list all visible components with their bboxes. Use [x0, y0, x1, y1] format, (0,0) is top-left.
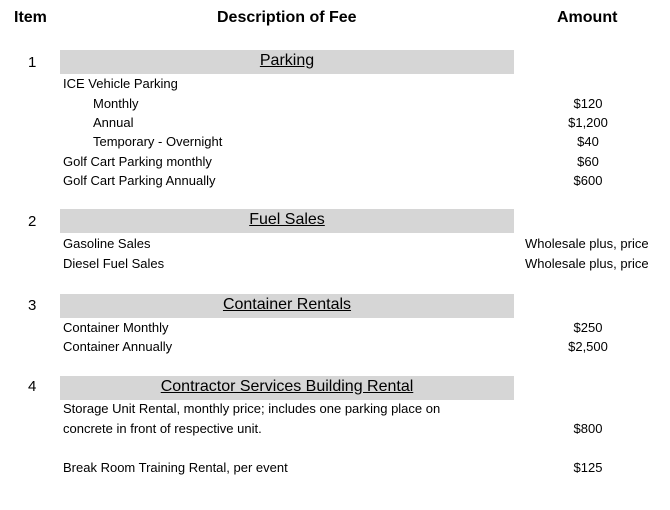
- fee-row-amount: $60: [577, 154, 599, 169]
- fee-row-label: Container Annually: [63, 339, 173, 354]
- header-description: Description of Fee: [217, 9, 357, 26]
- fee-row-amount: $125: [573, 460, 603, 475]
- fee-row-amount: $800: [573, 421, 603, 436]
- fee-row-label: Annual: [93, 115, 134, 130]
- fee-row-label: Storage Unit Rental, monthly price; includes one parking place on: [63, 401, 441, 416]
- section-1-band: [60, 50, 514, 74]
- section-1-title: Parking: [259, 52, 315, 69]
- section-3-band: [60, 294, 514, 318]
- section-1-number: 1: [28, 54, 37, 71]
- section-2-number: 2: [28, 213, 37, 230]
- fee-row-amount: $250: [573, 320, 603, 335]
- fee-row-amount: $1,200: [568, 115, 608, 130]
- section-3-number: 3: [28, 297, 37, 314]
- fee-row-label: Temporary - Overnight: [93, 134, 223, 149]
- section-4-band: [60, 376, 514, 400]
- fee-row-label: ICE Vehicle Parking: [63, 76, 178, 91]
- fee-row-amount: $40: [577, 134, 599, 149]
- section-4-number: 4: [28, 378, 37, 395]
- fee-row-label: Gasoline Sales: [63, 236, 151, 251]
- section-4-title: Contractor Services Building Rental: [160, 378, 414, 395]
- fee-row-amount: $600: [573, 173, 603, 188]
- header-item: Item: [14, 9, 47, 26]
- fee-row-label: Break Room Training Rental, per event: [63, 460, 288, 475]
- fee-row-amount: $2,500: [568, 339, 608, 354]
- fee-row-label: concrete in front of respective unit.: [63, 421, 262, 436]
- fee-row-amount: Wholesale plus, price: [525, 236, 649, 251]
- header-amount: Amount: [557, 9, 618, 26]
- fee-row-label: Container Monthly: [63, 320, 169, 335]
- fee-row-label: Diesel Fuel Sales: [63, 256, 165, 271]
- fee-row-label: Golf Cart Parking Annually: [63, 173, 216, 188]
- fee-row-label: Golf Cart Parking monthly: [63, 154, 212, 169]
- fee-row-amount: $120: [573, 96, 603, 111]
- section-3-title: Container Rentals: [222, 296, 352, 313]
- section-2-band: [60, 209, 514, 233]
- section-2-title: Fuel Sales: [249, 211, 325, 228]
- fee-row-amount: Wholesale plus, price: [525, 256, 649, 271]
- fee-row-label: Monthly: [93, 96, 139, 111]
